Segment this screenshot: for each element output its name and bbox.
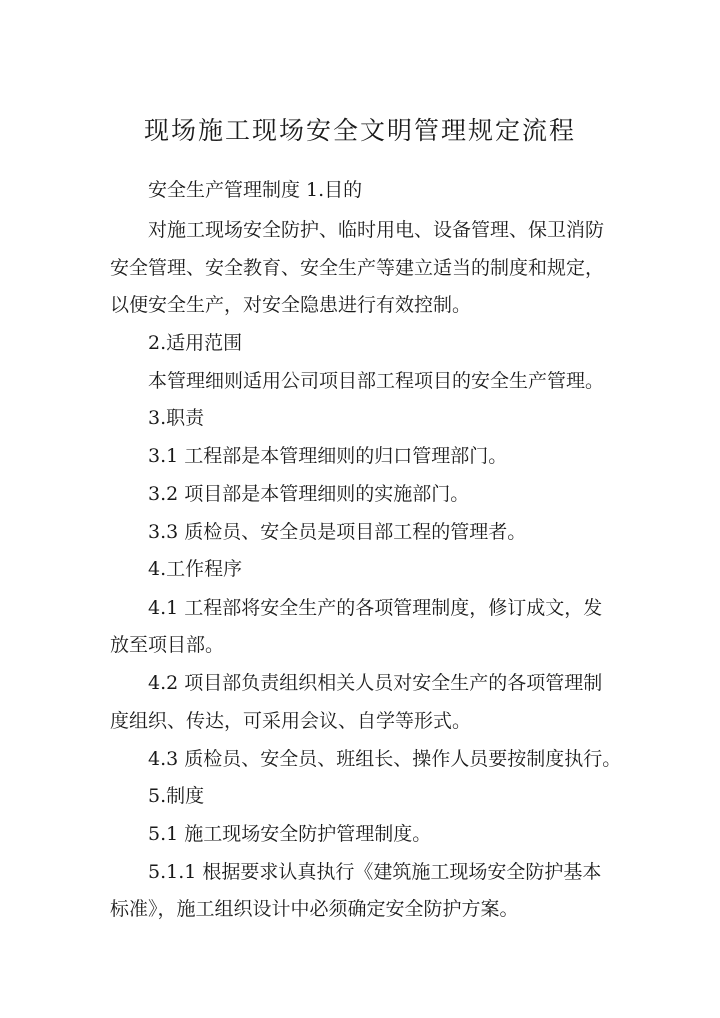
text-line: 度组织、传达，可采用会议、自学等形式。 xyxy=(110,710,472,732)
text-line: 5.1.1 根据要求认真执行《建筑施工现场安全防护基本 xyxy=(148,861,602,883)
text-line: 4.工作程序 xyxy=(148,558,243,580)
text-line: 3.3 质检员、安全员是项目部工程的管理者。 xyxy=(148,521,527,543)
text-line: 标准》，施工组织设计中必须确定安全防护方案。 xyxy=(110,898,519,920)
text-line: 3.2 项目部是本管理细则的实施部门。 xyxy=(148,483,470,505)
text-line: 对施工现场安全防护、临时用电、设备管理、保卫消防 xyxy=(148,219,605,241)
text-line: 3.职责 xyxy=(148,407,205,429)
text-line: 本管理细则适用公司项目部工程项目的安全生产管理。 xyxy=(148,370,605,392)
text-line: 4.1 工程部将安全生产的各项管理制度，修订成文，发 xyxy=(148,597,603,619)
text-line: 2.适用范围 xyxy=(148,332,243,354)
text-line: 4.2 项目部负责组织相关人员对安全生产的各项管理制 xyxy=(148,672,603,694)
text-line: 以便安全生产，对安全隐患进行有效控制。 xyxy=(110,294,472,316)
text-line: 3.1 工程部是本管理细则的归口管理部门。 xyxy=(148,445,508,467)
text-line: 安全管理、安全教育、安全生产等建立适当的制度和规定， xyxy=(110,257,605,279)
text-line: 安全生产管理制度 1.目的 xyxy=(148,179,363,201)
text-line: 5.制度 xyxy=(148,785,205,807)
text-line: 5.1 施工现场安全防护管理制度。 xyxy=(148,823,432,845)
document-title: 现场施工现场安全文明管理规定流程 xyxy=(143,116,576,145)
text-line: 放至项目部。 xyxy=(110,634,225,656)
text-line: 4.3 质检员、安全员、班组长、操作人员要按制度执行。 xyxy=(148,748,622,770)
